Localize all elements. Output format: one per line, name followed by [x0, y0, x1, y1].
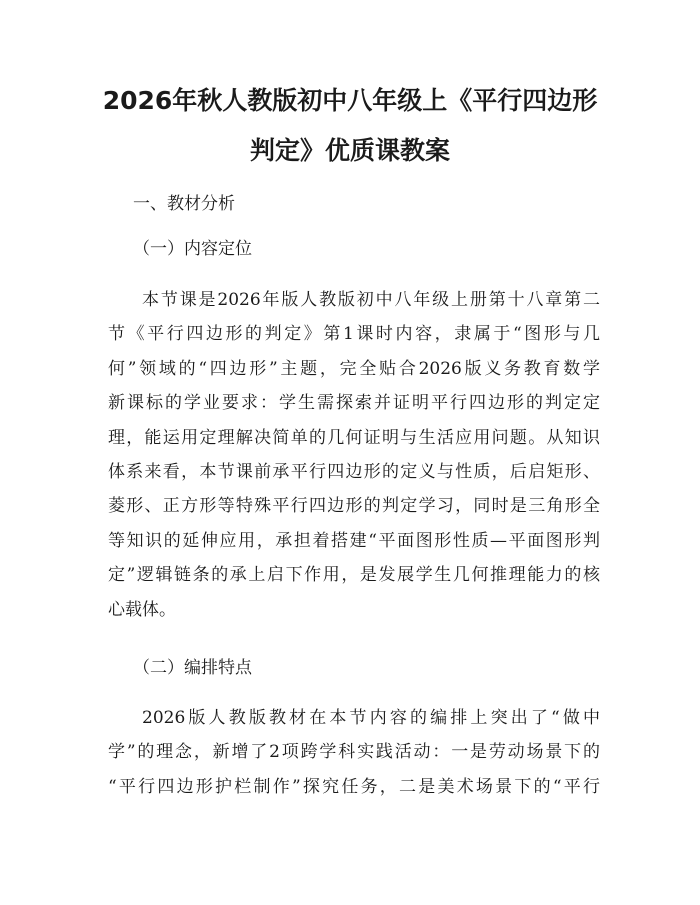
paragraph-content-positioning — [108, 283, 600, 627]
paragraph-line: 学”的理念，新增了2项跨学科实践活动：一是劳动场景下的 — [108, 742, 600, 763]
paragraph-line: 菱形、正方形等特殊平行四边形的判定学习，同时是三角形全 — [108, 496, 600, 517]
subsection-heading-layout-features: （二）编排特点 — [133, 658, 252, 678]
paragraph-line: 2026版人教版教材在本节内容的编排上突出了“做中 — [142, 708, 600, 728]
paragraph-line: 等知识的延伸应用，承担着搭建“平面图形性质—平面图形判 — [108, 530, 600, 551]
paragraph-line: 体系来看，本节课前承平行四边形的定义与性质，后启矩形、 — [108, 461, 600, 482]
paragraph-line: 节《平行四边形的判定》第1课时内容，隶属于“图形与几 — [108, 324, 600, 345]
subsection-heading-content-positioning: （一）内容定位 — [133, 239, 252, 259]
paragraph-layout-features — [108, 701, 600, 804]
section-heading-textbook-analysis: 一、教材分析 — [133, 194, 235, 214]
paragraph-line: 何”领域的“四边形”主题，完全贴合2026版义务教育数学 — [108, 358, 600, 379]
paragraph-line: 新课标的学业要求：学生需探索并证明平行四边形的判定定 — [108, 393, 600, 414]
paragraph-line: 心载体。 — [108, 599, 176, 620]
paragraph-line: 定”逻辑链条的承上启下作用，是发展学生几何推理能力的核 — [108, 565, 600, 586]
document-title-line-1: 2026年秋人教版初中八年级上《平行四边形 — [102, 86, 598, 115]
paragraph-line: “平行四边形护栏制作”探究任务，二是美术场景下的“平行 — [108, 776, 600, 797]
paragraph-line: 本节课是2026年版人教版初中八年级上册第十八章第二 — [142, 290, 600, 310]
document-title-line-2: 判定》优质课教案 — [249, 136, 450, 165]
paragraph-line: 理，能运用定理解决简单的几何证明与生活应用问题。从知识 — [108, 427, 600, 448]
